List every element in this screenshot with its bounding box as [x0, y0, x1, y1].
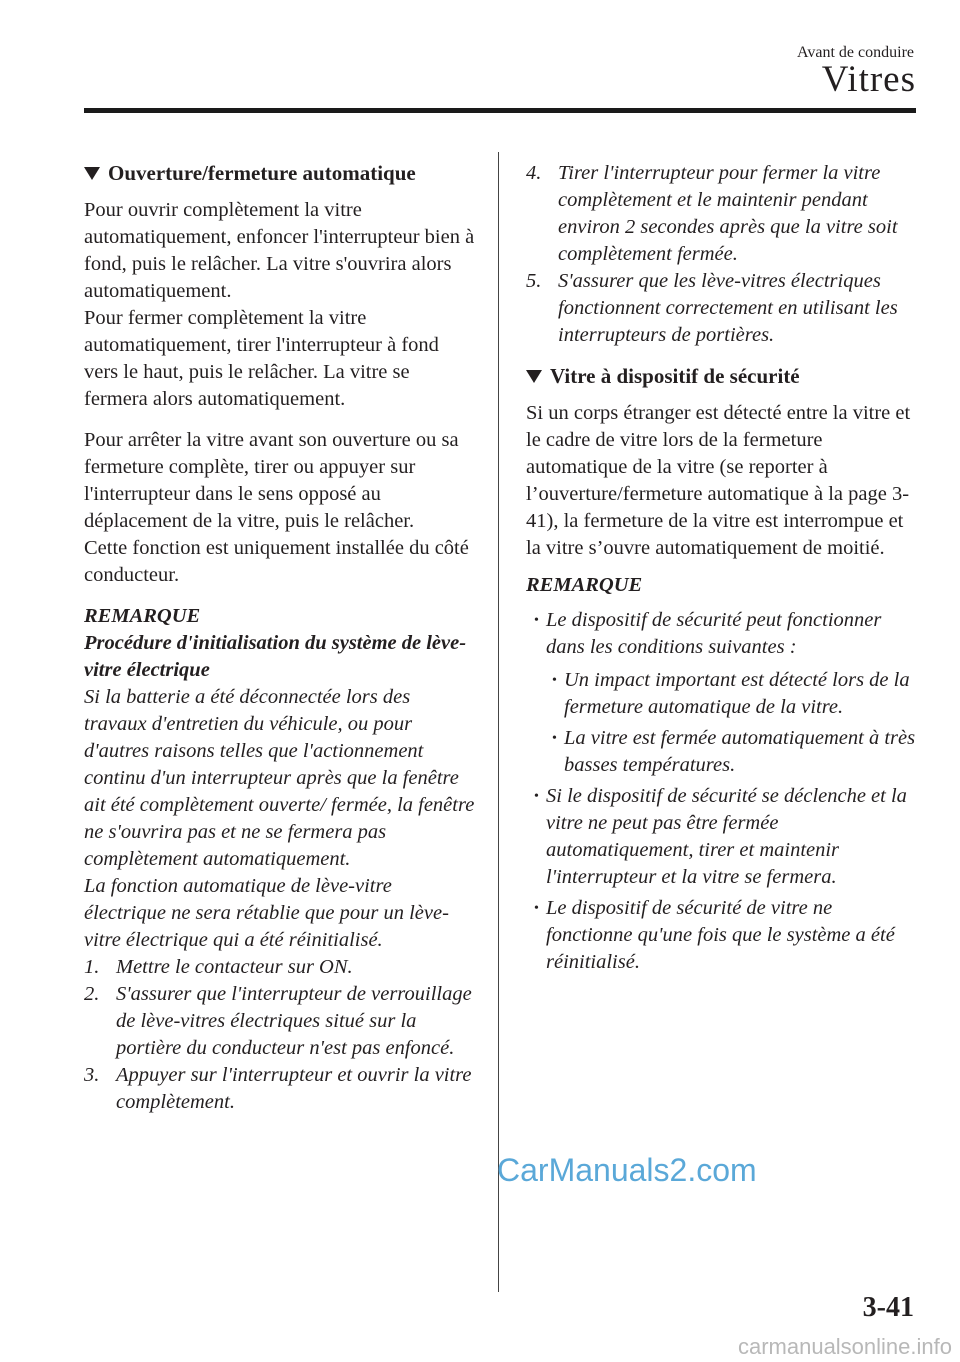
step-item	[526, 268, 918, 349]
bullet-item	[534, 607, 918, 661]
section-heading	[526, 363, 918, 390]
step-text: Tirer l'interrupteur pour fermer la vitre complètement et le maintenir pendant environ 2 secondes après que la vitre soit complètement fermée.	[558, 162, 898, 265]
bullet-icon: •	[534, 613, 539, 628]
step-number: 1.	[84, 956, 100, 978]
bullet-text: Le dispositif de sécurité de vitre ne fonctionne qu'une fois que le système a été réinitialisé.	[546, 897, 895, 973]
note-paragraph: La fonction automatique de lève-vitre électrique ne sera rétablie que pour un lève-vitre électrique qui a été réinitialisé.	[84, 875, 449, 951]
bullet-item	[534, 783, 918, 891]
bullet-icon: •	[534, 901, 539, 916]
header-section: Avant de conduire	[797, 44, 914, 61]
paragraph: Pour fermer complètement la vitre automatiquement, tirer l'interrupteur à fond vers le haut, puis le relâcher. La vitre se fermera alors automatiquement.	[84, 307, 439, 410]
column-divider	[498, 152, 499, 1292]
note-label: REMARQUE	[84, 605, 201, 627]
step-number: 2.	[84, 983, 100, 1005]
triangle-icon	[526, 370, 542, 383]
note-label: REMARQUE	[526, 574, 643, 596]
step-text: Mettre le contacteur sur ON.	[116, 956, 353, 978]
step-number: 3.	[84, 1064, 100, 1086]
paragraph: Cette fonction est uniquement installée du côté conducteur.	[84, 537, 469, 586]
step-text: S'assurer que les lève-vitres électriques fonctionnent correctement en utilisant les interrupteurs de portières.	[558, 270, 898, 346]
section-heading-text: Ouverture/fermeture automatique	[108, 161, 416, 185]
step-number: 5.	[526, 270, 542, 292]
bullet-text: Si le dispositif de sécurité se déclenche et la vitre ne peut pas être fermée automatiquement, tirer et maintenir l'interrupteur et la vitre se fermera.	[546, 785, 907, 888]
footer-watermark: carmanualsonline.info	[737, 1334, 952, 1359]
note-paragraph: Si la batterie a été déconnectée lors des travaux d'entretien du véhicule, ou pour d'autres raisons telles que l'actionnement continu d'un interrupteur après que la fenêtre ait été complètement ouverte/ fermée, la fenêtre ne s'ouvrira pas et ne se fermera pas complètement automatiquement.	[84, 686, 475, 870]
step-number: 4.	[526, 162, 542, 184]
bullet-text: Un impact important est détecté lors de la fermeture automatique de la vitre.	[564, 669, 910, 718]
bullet-icon: •	[552, 673, 557, 688]
step-text: S'assurer que l'interrupteur de verrouillage de lève-vitres électriques situé sur la portière du conducteur n'est pas enfoncé.	[116, 983, 472, 1059]
left-column	[84, 160, 476, 1116]
paragraph: Si un corps étranger est détecté entre la vitre et le cadre de vitre lors de la fermeture automatique de la vitre (se reporter à l’ouverture/fermeture automatique à la page 3-41), la fermeture de la vitre est interrompue et la vitre s’ouvre automatiquement de moitié.	[526, 402, 911, 559]
triangle-icon	[84, 167, 100, 180]
paragraph: Pour arrêter la vitre avant son ouverture ou sa fermeture complète, tirer ou appuyer sur l'interrupteur dans le sens opposé au déplacement de la vitre, puis le relâcher.	[84, 429, 459, 532]
section-heading	[84, 160, 476, 187]
step-item	[84, 981, 476, 1062]
watermark: CarManuals2.com	[497, 1152, 757, 1188]
page-title: Vitres	[821, 59, 916, 100]
page-number: 3-41	[862, 1292, 914, 1323]
bullet-item	[552, 725, 918, 779]
step-text: Appuyer sur l'interrupteur et ouvrir la vitre complètement.	[116, 1064, 472, 1113]
bullet-item	[552, 667, 918, 721]
step-item	[84, 1062, 476, 1116]
step-item	[84, 954, 476, 981]
header-rule	[84, 108, 916, 113]
step-item	[526, 160, 918, 268]
bullet-icon: •	[552, 731, 557, 746]
section-heading-text: Vitre à dispositif de sécurité	[550, 364, 800, 388]
note-title: Procédure d'initialisation du système de lève-vitre électrique	[84, 632, 467, 681]
bullet-item	[534, 895, 918, 976]
bullet-icon: •	[534, 789, 539, 804]
right-column	[526, 160, 918, 976]
bullet-text: La vitre est fermée automatiquement à très basses températures.	[564, 727, 916, 776]
paragraph: Pour ouvrir complètement la vitre automatiquement, enfoncer l'interrupteur bien à fond, puis le relâcher. La vitre s'ouvrira alors automatiquement.	[84, 199, 475, 302]
bullet-text: Le dispositif de sécurité peut fonctionner dans les conditions suivantes :	[546, 609, 882, 658]
